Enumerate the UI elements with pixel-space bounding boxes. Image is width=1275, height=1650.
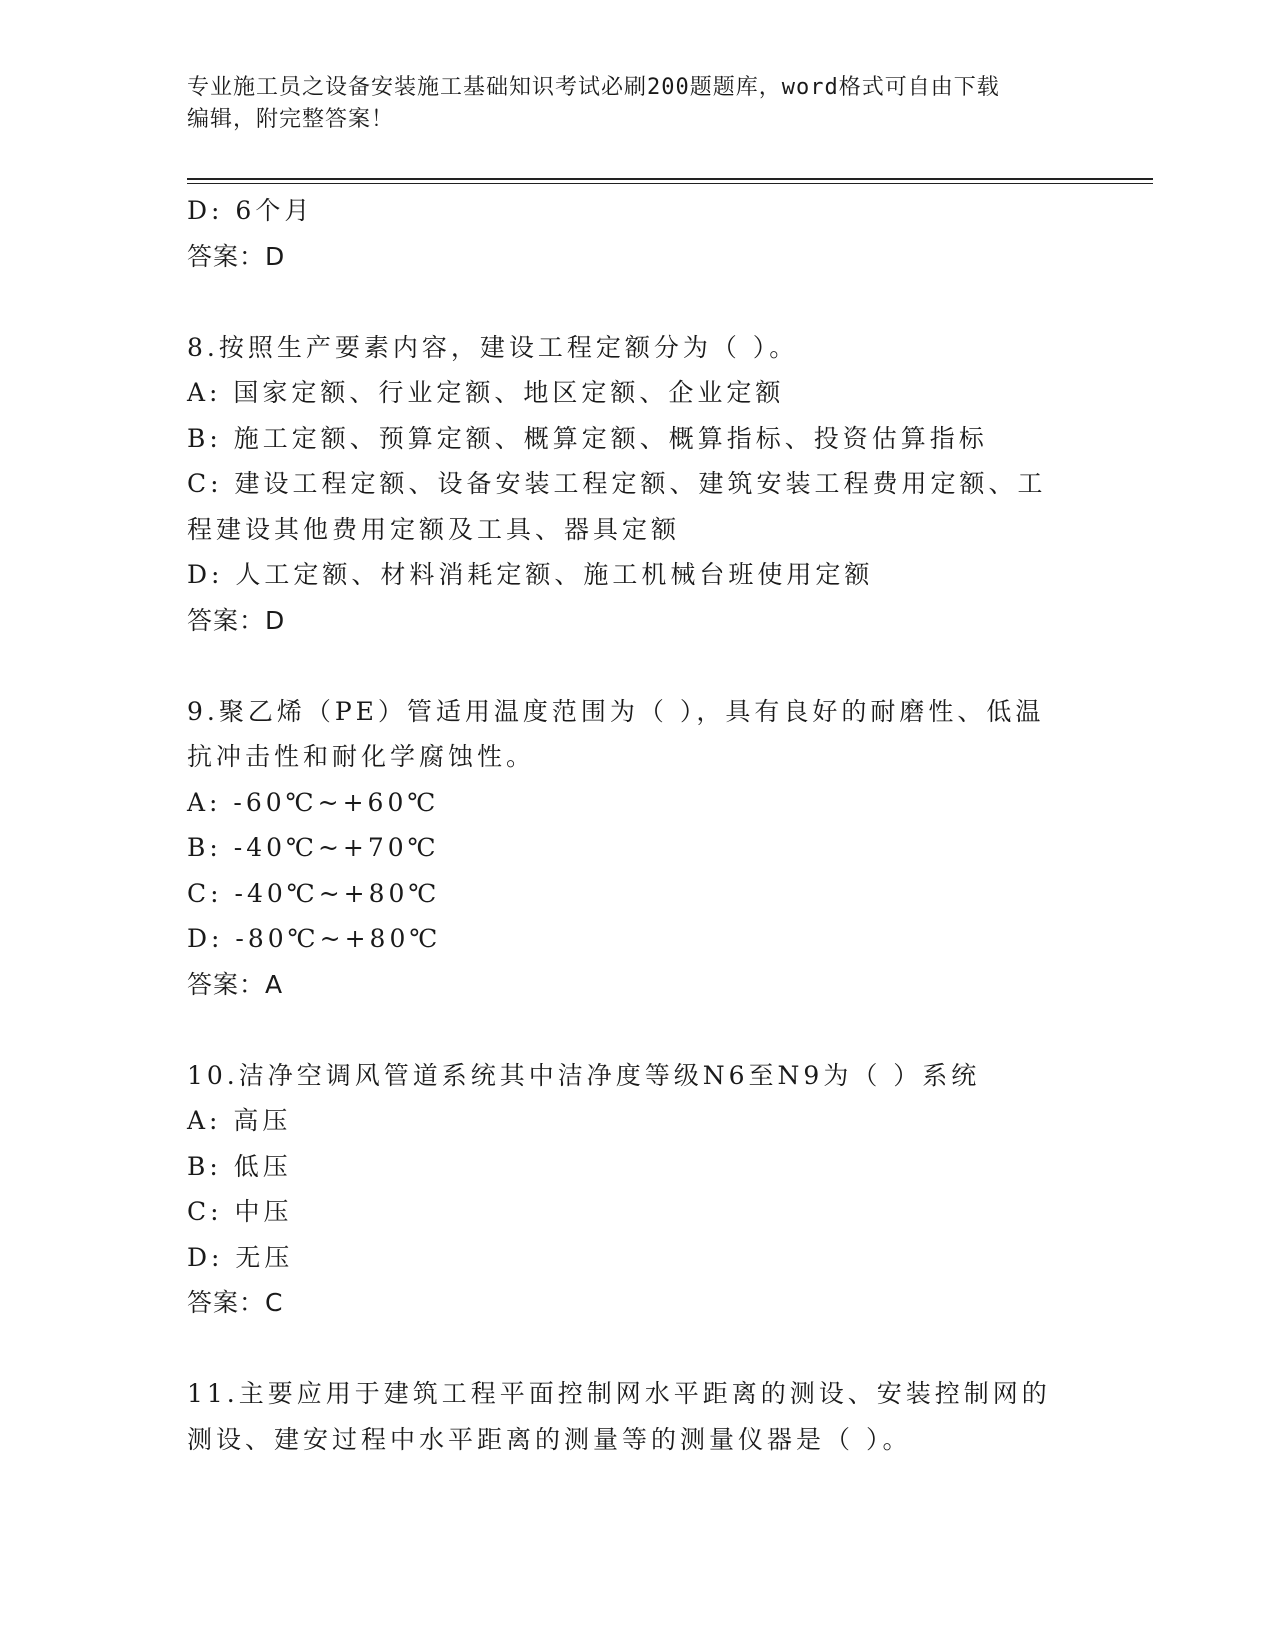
prev-question-option-d: D: 6个月 <box>187 196 314 225</box>
header-title-line-1: 专业施工员之设备安装施工基础知识考试必刷200题题库，word格式可自由下载 <box>187 75 1000 100</box>
spacer <box>187 279 1067 325</box>
question-block-8 <box>187 325 1067 644</box>
option-b: B: 施工定额、预算定额、概算定额、概算指标、投资估算指标 <box>187 423 988 453</box>
option-b: B: -40℃~+70℃ <box>187 833 440 862</box>
header-title-line-2: 编辑，附完整答案！ <box>187 107 395 132</box>
question-block-10 <box>187 1053 1067 1326</box>
spacer <box>187 1326 1067 1372</box>
spacer <box>187 643 1067 689</box>
spacer <box>187 1007 1067 1053</box>
option-a: A: 国家定额、行业定额、地区定额、企业定额 <box>187 378 785 407</box>
header-divider-thick <box>187 178 1153 180</box>
question-answer: 答案：D <box>187 605 286 635</box>
question-answer: 答案：C <box>187 1288 284 1317</box>
option-c: C: 中压 <box>187 1197 293 1226</box>
question-block-11 <box>187 1371 1067 1462</box>
question-answer: 答案：A <box>187 969 284 999</box>
option-c: C: 建设工程定额、设备安装工程定额、建筑安装工程费用定额、工程建设其他费用定额及工具、器具定额 <box>187 469 1047 544</box>
question-list <box>187 188 1067 1462</box>
option-a: A: 高压 <box>187 1106 292 1135</box>
option-b: B: 低压 <box>187 1151 292 1181</box>
question-block-9 <box>187 689 1067 1008</box>
question-stem: 10.洁净空调风管道系统其中洁净度等级N6至N9为（ ）系统 <box>187 1060 981 1090</box>
option-c: C: -40℃~+80℃ <box>187 878 441 908</box>
question-stem: 9.聚乙烯（PE）管适用温度范围为（ ），具有良好的耐磨性、低温抗冲击性和耐化学腐蚀性。 <box>187 696 1045 771</box>
option-d: D: 人工定额、材料消耗定额、施工机械台班使用定额 <box>187 560 874 589</box>
question-stem: 11.主要应用于建筑工程平面控制网水平距离的测设、安装控制网的测设、建安过程中水平距离的测量等的测量仪器是（ ）。 <box>187 1379 1051 1454</box>
question-stem: 8.按照生产要素内容，建设工程定额分为（ ）。 <box>187 332 799 362</box>
option-d: D: 无压 <box>187 1242 294 1272</box>
prev-question-answer: 答案：D <box>187 241 286 271</box>
header-divider-thin <box>187 183 1153 184</box>
option-a: A: -60℃~+60℃ <box>187 787 440 817</box>
option-d: D: -80℃~+80℃ <box>187 924 442 953</box>
document-header <box>187 72 1067 136</box>
